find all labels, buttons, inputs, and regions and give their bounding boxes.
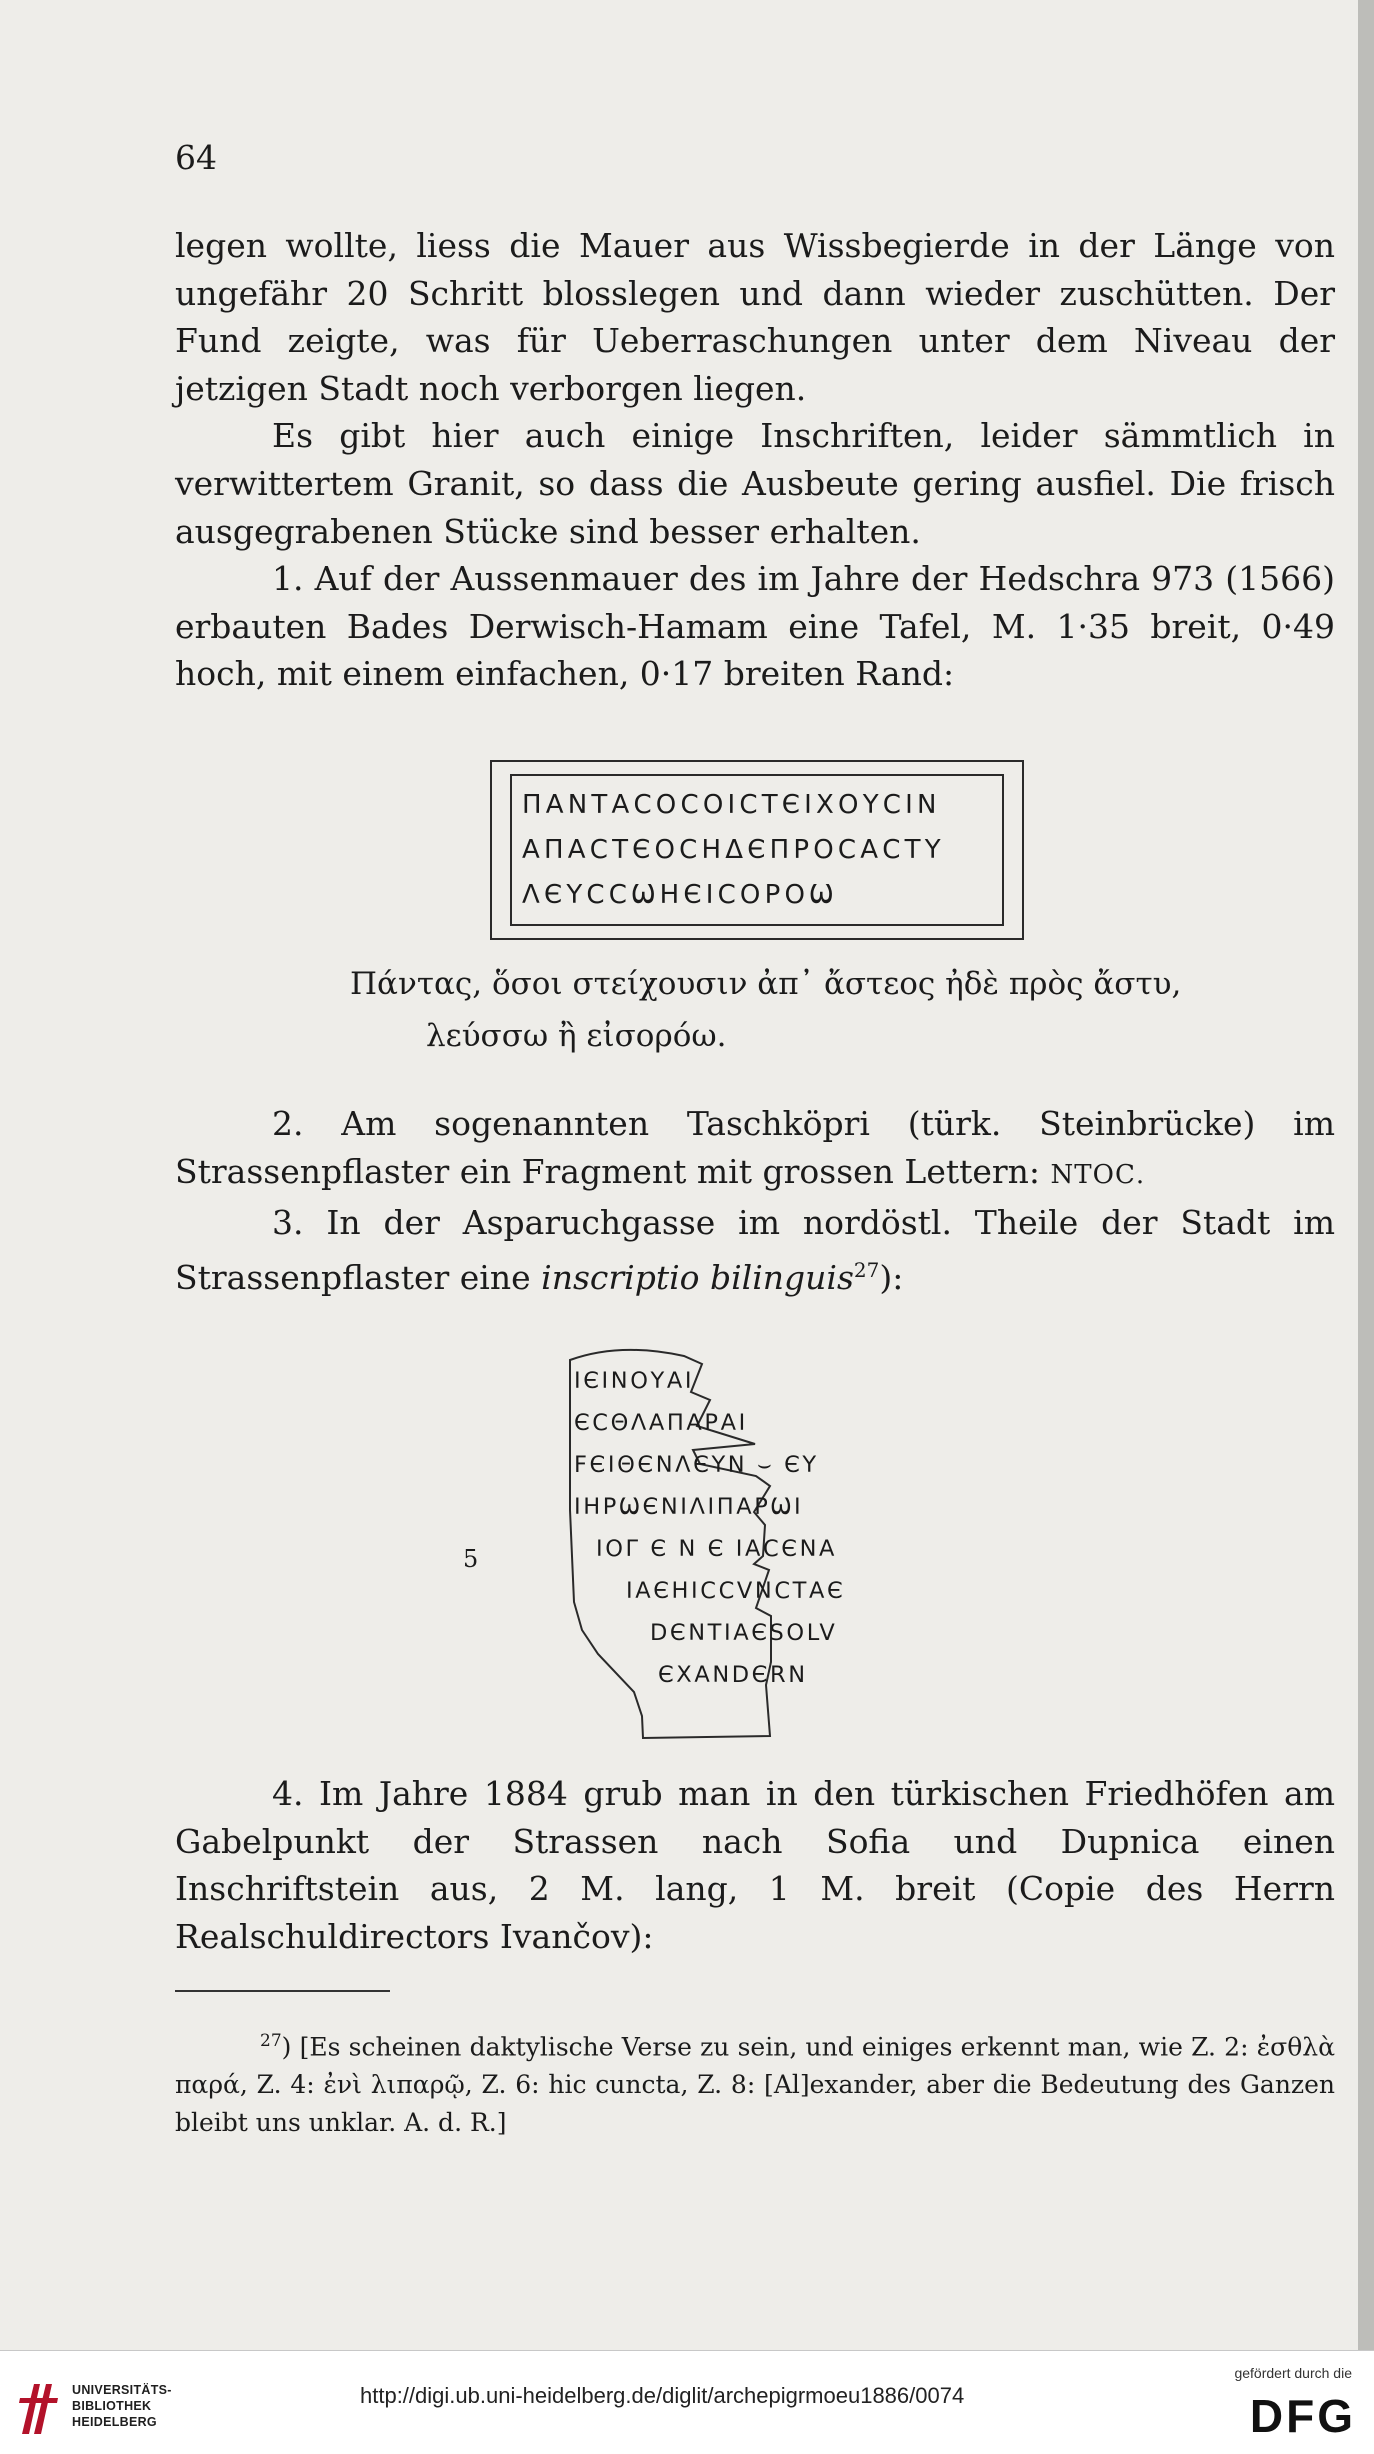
footnote-ref: 27 — [853, 1257, 880, 1282]
inscription-line: ΛЄΥϹϹѠΗЄΙϹΟΡΟѠ — [522, 880, 838, 910]
fragment-line: ΙЄΙΝΟΥΑΙ — [574, 1368, 695, 1394]
library-line: HEIDELBERG — [72, 2415, 157, 2429]
inscription-tablet-1 — [490, 760, 1024, 940]
footnote-text: ) [Es scheinen daktylische Verse zu sein, und einiges erkennt man, wie Z. 2: ἐσθλὰ παρά, Z. 4: ἐνὶ λιπαρῷ, Z. 6: hic cuncta, Z. 8: [Al]exander, aber die Bedeutung des Ganzen bleibt uns unklar. A. d. R.] — [175, 2032, 1335, 2138]
fragment-line: ЄϹΘΛΑΠΑΡΑΙ — [574, 1410, 748, 1436]
fragment-line: ΙΗΡѠЄΝΙΛΙΠΑΡѠΙ — [574, 1494, 804, 1520]
fragment-line: ЄΧΑΝDЄRN — [658, 1662, 808, 1688]
paragraph-continuation: legen wollte, liess die Mauer aus Wissbegierde in der Länge von ungefähr 20 Schritt blosslegen und dann wieder zuschütten. Der Fund zeigte, was für Ueberraschungen unter dem Niveau der jetzigen Stadt noch verborgen liegen. — [175, 226, 1335, 408]
item-2-letters: ΝΤΟϹ. — [1050, 1159, 1146, 1190]
item-3-text: 3. In der Asparuchgasse im nordöstl. Theile der Stadt im Strassenpflaster eine — [175, 1203, 1335, 1297]
footnote-rule — [175, 1990, 390, 1992]
inscription-line: ΠΑΝΤΑϹΟϹΟΙϹΤЄΙΧΟΥϹΙΝ — [522, 790, 941, 820]
text-block-1 — [175, 222, 1335, 698]
paragraph-item-2 — [175, 1100, 1335, 1199]
page-edge — [1358, 0, 1374, 2350]
sponsor-label: gefördert durch die — [1234, 2365, 1352, 2381]
inscription-fragment-2 — [560, 1340, 920, 1745]
library-line: UNIVERSITÄTS- — [72, 2383, 172, 2397]
item-3-italic: inscriptio bilinguis — [541, 1257, 854, 1297]
fragment-line-number: 5 — [463, 1545, 479, 1573]
fragment-line: ΙΑЄΗΙϹϹVΝϹΤΑЄ — [626, 1578, 846, 1604]
university-library-logo-icon — [16, 2376, 62, 2438]
footnote — [175, 2022, 1335, 2142]
digitization-footer-bar — [0, 2350, 1374, 2454]
paragraph-item-3 — [175, 1199, 1335, 1301]
university-library-name — [72, 2382, 172, 2430]
greek-transcription-line: λεύσσω ἢ εἰσορόω. — [426, 1018, 727, 1054]
paragraph-item-4: 4. Im Jahre 1884 grub man in den türkischen Friedhöfen am Gabelpunkt der Strassen nach Sofia und Dupnica einen Inschriftstein aus, 2 M. lang, 1 M. breit (Copie des Herrn Realschuldirectors Ivančov): — [175, 1774, 1335, 1956]
paragraph-item-1: 1. Auf der Aussenmauer des im Jahre der Hedschra 973 (1566) erbauten Bades Derwisch-Hamam eine Tafel, M. 1·35 breit, 0·49 hoch, mit einem einfachen, 0·17 breiten Rand: — [175, 559, 1335, 694]
library-line: BIBLIOTHEK — [72, 2399, 152, 2413]
item-2-text: 2. Am sogenannten Taschköpri (türk. Steinbrücke) im Strassenpflaster ein Fragment mit grossen Lettern: — [175, 1104, 1335, 1191]
fragment-line: DЄΝΤΙΑЄSOLV — [650, 1620, 838, 1646]
text-block-3 — [175, 1770, 1335, 1960]
item-3-end: ): — [879, 1257, 904, 1297]
dfg-logo: DFG — [1249, 2390, 1356, 2442]
inscription-line: ΑΠΑϹΤЄΟϹΗΔЄΠΡΟϹΑϹΤΥ — [522, 835, 945, 865]
greek-transcription-line: Πάντας, ὅσοι στείχουσιν ἀπ᾽ ἄστεος ἠδὲ πρὸς ἄστυ, — [350, 966, 1182, 1002]
paragraph-inscriptions: Es gibt hier auch einige Inschriften, leider sämmtlich in verwittertem Granit, so dass die Ausbeute gering ausfiel. Die frisch ausgegrabenen Stücke sind besser erhalten. — [175, 416, 1335, 551]
page-url-link[interactable]: http://digi.ub.uni-heidelberg.de/diglit/archepigrmoeu1886/0074 — [360, 2383, 965, 2408]
page-number: 64 — [175, 138, 217, 177]
fragment-line: FЄΙΘЄΝΛЄΥΝ ⌣ ЄΥ — [574, 1452, 819, 1478]
footnote-number: 27 — [260, 2031, 282, 2051]
text-block-2 — [175, 1100, 1335, 1301]
fragment-line: ΙΟΓ Є Ν Є ΙΑϹЄΝΑ — [596, 1536, 838, 1562]
